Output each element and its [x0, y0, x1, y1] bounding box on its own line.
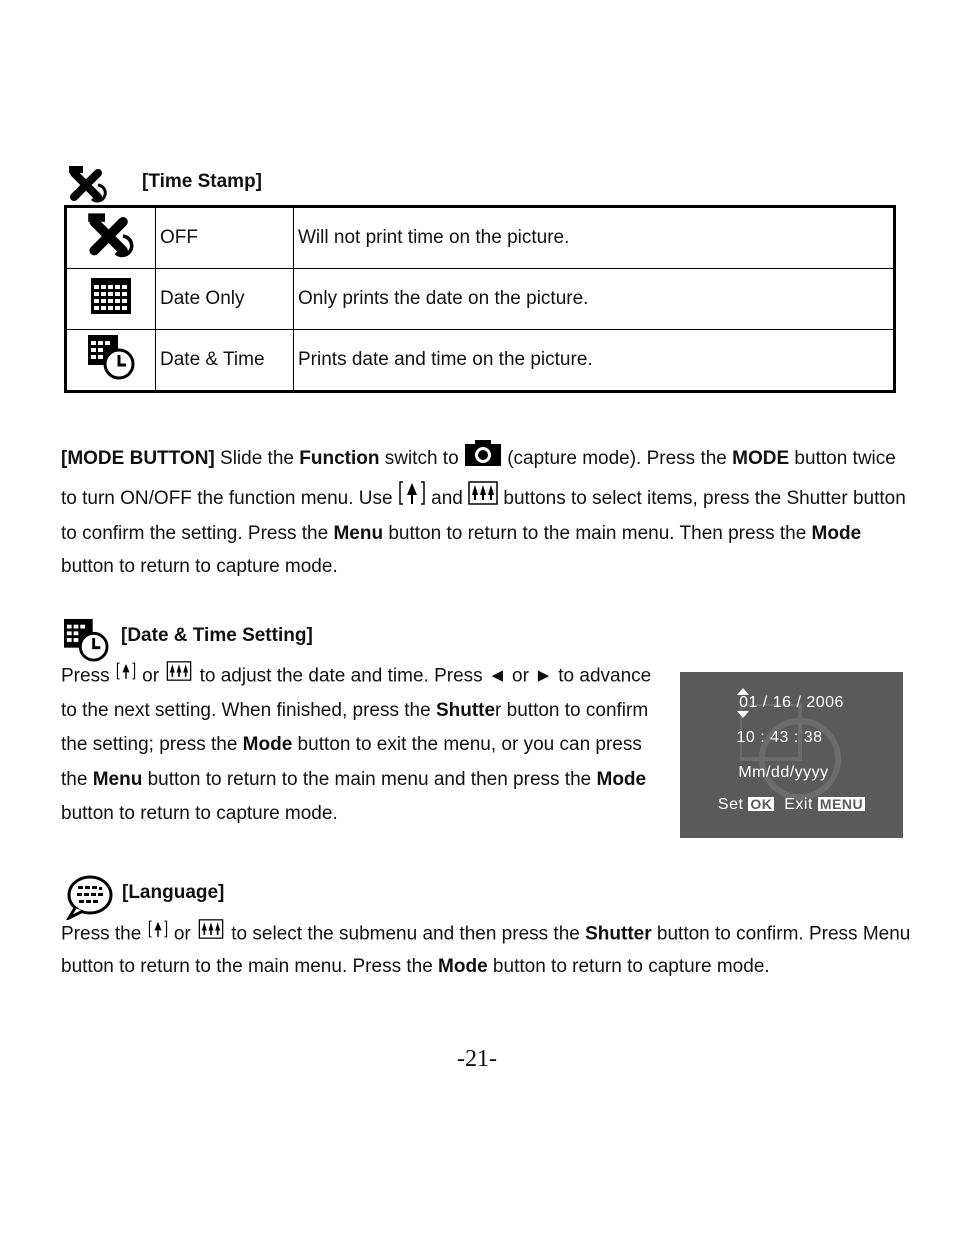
- mode-button-label: [MODE BUTTON]: [61, 447, 215, 469]
- description-cell: Prints date and time on the picture.: [294, 330, 895, 392]
- camera-lcd-screen: [680, 672, 903, 838]
- camera-icon: [464, 439, 502, 479]
- screen-footer: [680, 796, 903, 814]
- exit-label: Exit: [784, 796, 813, 813]
- screen-date-format: Mm/dd/yyyy: [738, 764, 829, 781]
- timestamp-off-icon: [87, 212, 135, 258]
- description-cell: Only prints the date on the picture.: [294, 269, 895, 330]
- description-cell: Will not print time on the picture.: [294, 207, 895, 269]
- date-time-icon: [87, 334, 135, 380]
- language-paragraph: Press the or to select the submenu and then press the Shutter button to confirm. Press Menu button to return to the main menu. Press the Mode button to return to capture mode.: [61, 918, 911, 983]
- icon-cell: [66, 207, 156, 269]
- table-row: [66, 330, 895, 392]
- set-label: Set: [717, 796, 744, 813]
- table-row: [66, 207, 895, 269]
- time-stamp-table: [64, 205, 896, 393]
- date-time-icon: [63, 618, 109, 662]
- down-button-icon: [196, 918, 226, 951]
- language-heading: [Language]: [122, 882, 225, 903]
- mode-cell: Date & Time: [156, 330, 294, 392]
- mode-button-paragraph: [MODE BUTTON] Slide the Function switch to (capture mode). Press the MODE button twice to turn ON/OFF the function menu. Use and buttons to select items, press the Shutter button to confirm the setting. Press the Menu button to return to the main menu. Then press the Mode button to return to capture mode.: [61, 439, 906, 583]
- background-clock-icon: [740, 704, 850, 804]
- down-button-icon: [468, 481, 498, 517]
- menu-badge: MENU: [819, 796, 864, 812]
- icon-cell: [66, 269, 156, 330]
- up-button-icon: [115, 659, 137, 694]
- time-stamp-heading: [Time Stamp]: [142, 171, 263, 192]
- page-number: -21-: [457, 1046, 497, 1072]
- up-button-icon: [147, 918, 169, 951]
- language-icon: [65, 874, 113, 920]
- ok-badge: OK: [750, 796, 773, 812]
- date-only-icon: [90, 277, 132, 315]
- date-time-setting-heading: [Date & Time Setting]: [121, 625, 313, 646]
- table-row: [66, 269, 895, 330]
- icon-cell: [66, 330, 156, 392]
- up-button-icon: [398, 479, 426, 519]
- timestamp-off-icon: [68, 165, 108, 203]
- date-time-setting-paragraph: Press or to adjust the date and time. Press ◄ or ► to advance to the next setting. When finished, press the Shutter button to confirm the setting; press the Mode button to exit the menu, or you can press the Menu button to return to the main menu and then press the Mode button to return to capture mode.: [61, 659, 653, 832]
- down-button-icon: [164, 659, 194, 694]
- screen-time: 10 : 43 : 38: [736, 729, 823, 746]
- mode-cell: OFF: [156, 207, 294, 269]
- mode-cell: Date Only: [156, 269, 294, 330]
- screen-date: 01 / 16 / 2006: [739, 694, 844, 711]
